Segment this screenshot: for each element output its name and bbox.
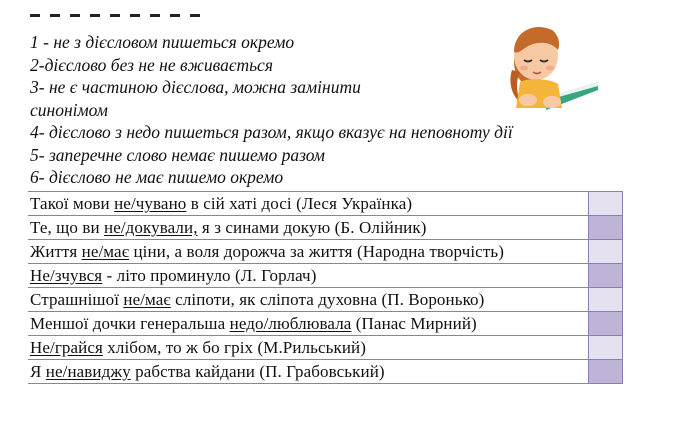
answer-cell[interactable] xyxy=(588,288,623,311)
answer-cell[interactable] xyxy=(588,360,623,383)
cropped-heading-line xyxy=(30,4,220,18)
rule-5: 5- заперечне слово немає пишемо разом xyxy=(30,144,325,165)
table-row xyxy=(28,264,623,288)
answer-cell[interactable] xyxy=(588,264,623,287)
answer-cell[interactable] xyxy=(588,240,623,263)
rule-4: 4- дієслово з недо пишеться разом, якщо вказує на неповноту дії xyxy=(30,122,513,142)
underlined-word: не/має xyxy=(81,242,130,261)
table-row xyxy=(28,191,623,216)
answer-cell[interactable] xyxy=(588,192,623,215)
answer-cell[interactable] xyxy=(588,216,623,239)
sentence-table xyxy=(28,191,623,384)
answer-cell[interactable] xyxy=(588,336,623,359)
rule-2: 2-дієслово без не не вживається xyxy=(30,54,273,75)
rules-list xyxy=(30,31,513,189)
underlined-word: не/навиджу xyxy=(45,362,131,381)
underlined-word: не/чувано xyxy=(114,194,187,213)
answer-cell[interactable] xyxy=(588,312,623,335)
sentence-text: Те, що ви не/докували, я з синами докую (Б. Олійник) xyxy=(30,218,427,237)
sentence-text: Страшнішої не/має сліпоти, як сліпота духовна (П. Воронько) xyxy=(30,290,485,309)
sentence-text: Меншої дочки генеральша недо/люблювала (Панас Мирний) xyxy=(30,314,477,333)
sentence-text: Я не/навиджу рабства кайдани (П. Грабовський) xyxy=(30,362,385,381)
rule-3: 3- не є частиною дієслова, можна замінити xyxy=(30,77,361,97)
sentence-text: Такої мови не/чувано в сій хаті досі (Леся Українка) xyxy=(30,194,413,213)
underlined-word: недо/люблювала xyxy=(229,314,352,333)
underlined-word: не/має xyxy=(123,290,171,309)
underlined-word: Не/грайся xyxy=(30,338,103,357)
table-row xyxy=(28,240,623,264)
underlined-word: не/докували, xyxy=(104,218,198,237)
girl-reading-book-icon xyxy=(506,20,602,120)
rule-1: 1 - не з дієсловом пишеться окремо xyxy=(30,32,295,52)
rule-6: 6- дієслово не має пишемо окремо xyxy=(30,167,284,187)
rule-3-continued: синонімом xyxy=(30,99,108,120)
underlined-word: Не/зчувся xyxy=(30,266,103,285)
table-row xyxy=(28,312,623,336)
sentence-text: Життя не/має ціни, а воля дорожча за життя (Народна творчість) xyxy=(30,242,504,261)
table-row xyxy=(28,288,623,312)
sentence-text: Не/грайся хлібом, то ж бо гріх (М.Рильський) xyxy=(30,338,367,357)
table-row xyxy=(28,336,623,360)
sentence-text: Не/зчувся - літо проминуло (Л. Горлач) xyxy=(30,266,317,285)
table-row xyxy=(28,216,623,240)
table-row xyxy=(28,360,623,384)
